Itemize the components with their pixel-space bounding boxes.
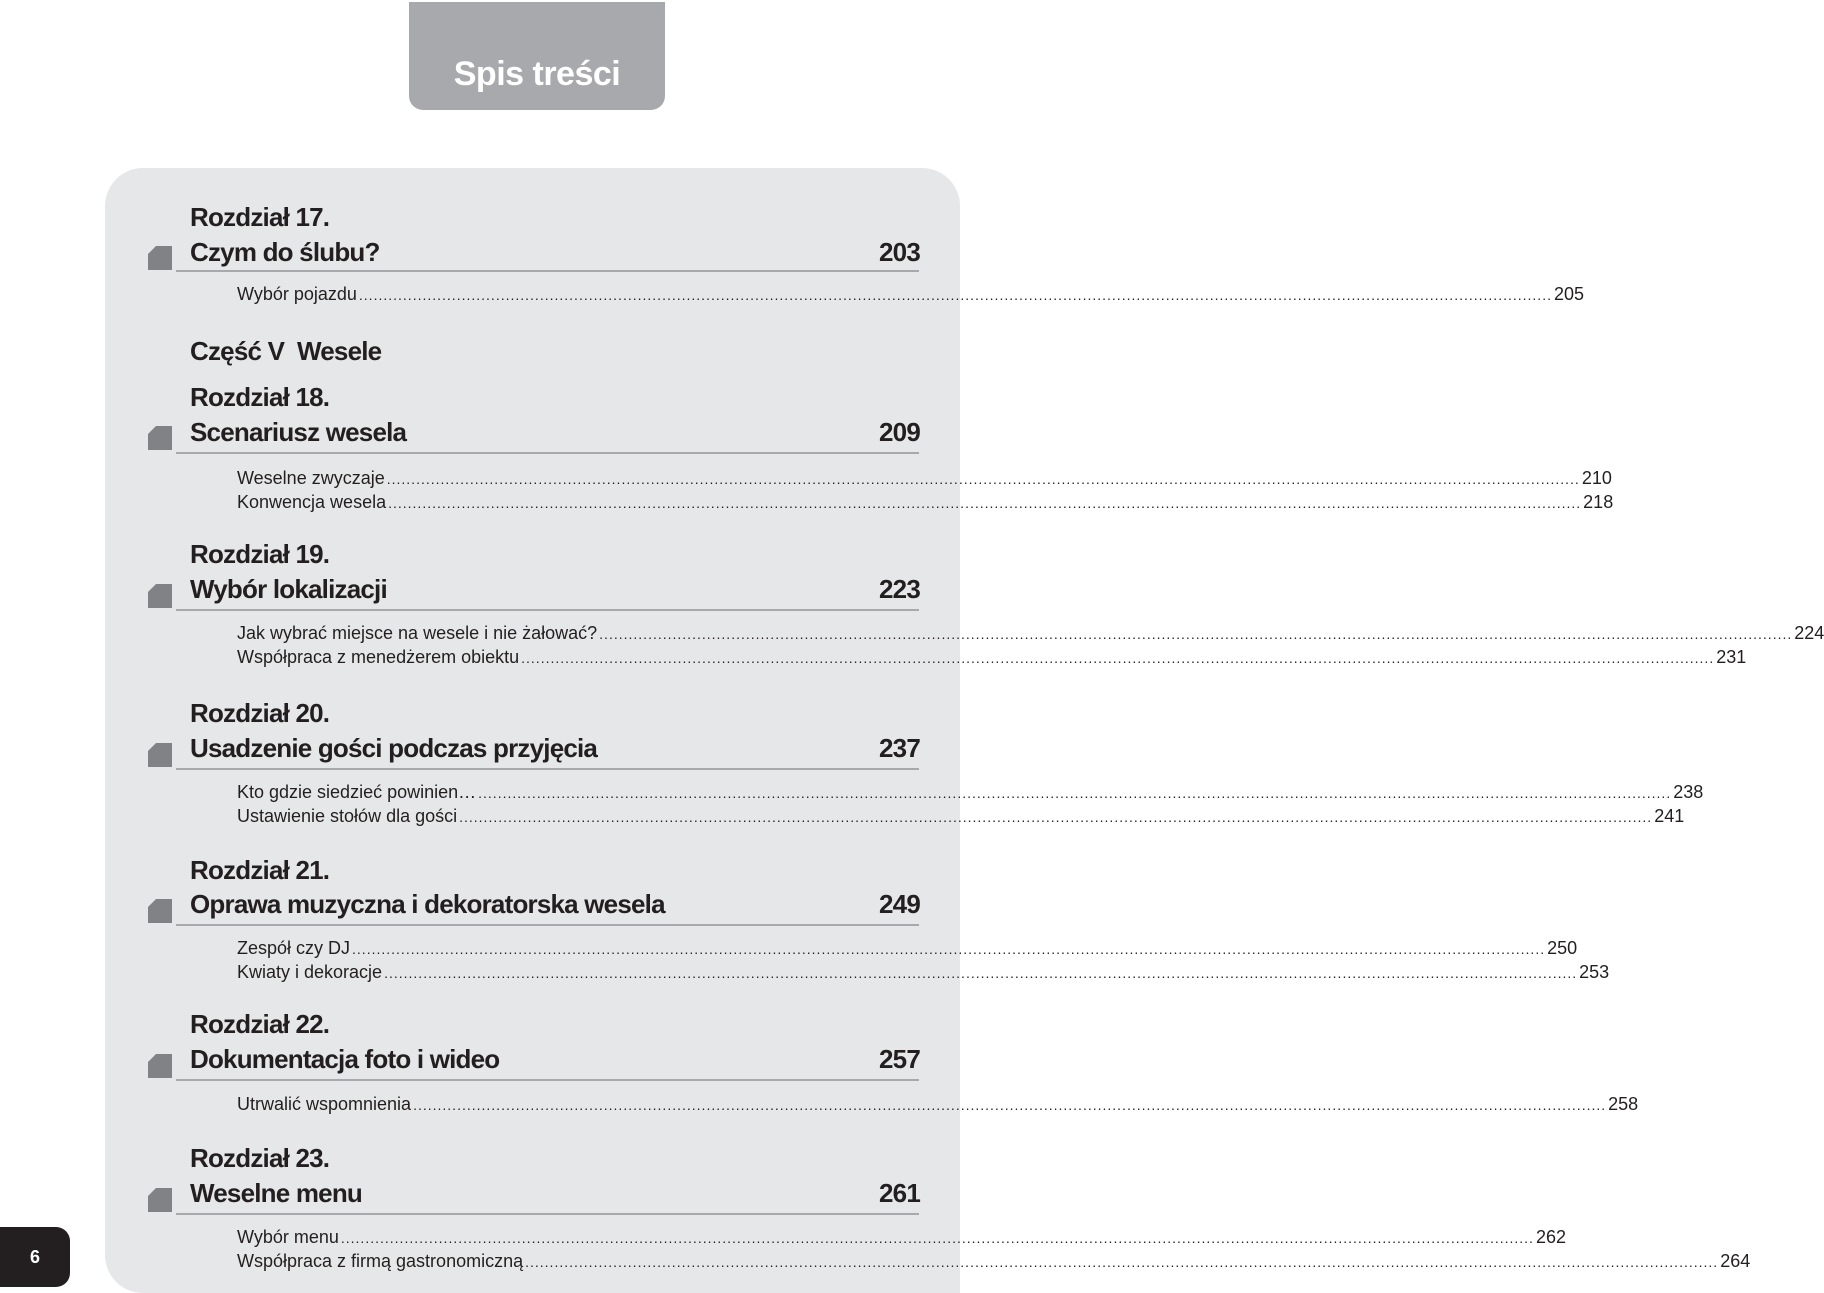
toc-entry-text: Współpraca z firmą gastronomiczną (237, 1251, 524, 1271)
toc-entry-text: Wybór pojazdu (237, 284, 357, 304)
toc-entry-text: Weselne zwyczaje (237, 468, 385, 488)
chapter-label: Rozdział 17. (190, 202, 330, 232)
chapter-page: 249 (879, 889, 920, 919)
toc-entry[interactable] (237, 283, 1585, 306)
chapter-page: 203 (879, 237, 920, 267)
chapter-marker-icon (148, 584, 172, 608)
chapter-marker-icon (148, 426, 172, 450)
toc-entry[interactable] (237, 1093, 1639, 1116)
toc-entry-page: 218 (1583, 492, 1614, 512)
chapter-label: Rozdział 19. (190, 539, 330, 569)
page-number-tab (0, 1227, 70, 1287)
page-number: 6 (29, 1246, 40, 1267)
toc-entry[interactable] (237, 937, 1578, 960)
toc-entry-page: 231 (1716, 647, 1747, 667)
leader-dots: .................................................................................................................................................................................................................................................... (478, 785, 1672, 801)
leader-dots: .................................................................................................................................................................................................................................................... (388, 495, 1582, 511)
chapter-title-row[interactable] (190, 1178, 920, 1208)
chapter-divider (176, 924, 919, 926)
chapter-title: Scenariusz wesela (190, 417, 407, 447)
chapter-title: Usadzenie gości podczas przyjęcia (190, 733, 598, 763)
chapter-title-row[interactable] (190, 237, 920, 267)
toc-entry-page: 264 (1720, 1251, 1751, 1271)
chapter-title: Oprawa muzyczna i dekoratorska wesela (190, 889, 665, 919)
chapter-label: Rozdział 22. (190, 1009, 330, 1039)
chapter-title-row[interactable] (190, 417, 920, 447)
toc-entry-text: Ustawienie stołów dla gości (237, 806, 458, 826)
toc-entry-text: Jak wybrać miejsce na wesele i nie żałować? (237, 623, 598, 643)
part-name: Wesele (296, 336, 382, 366)
toc-entry[interactable] (237, 805, 1685, 828)
part-heading (190, 336, 920, 366)
toc-entry-text: Kto gdzie siedzieć powinien… (237, 782, 477, 802)
chapter-page: 257 (879, 1044, 920, 1074)
toc-entry-page: 238 (1673, 782, 1704, 802)
chapter-title-row[interactable] (190, 574, 920, 604)
leader-dots: .................................................................................................................................................................................................................................................... (358, 287, 1552, 303)
page-title: Spis treści (453, 54, 621, 93)
leader-dots: .................................................................................................................................................................................................................................................... (521, 650, 1715, 666)
toc-entry-page: 258 (1608, 1094, 1639, 1114)
part-label: Część V (190, 336, 285, 366)
chapter-label: Rozdział 23. (190, 1143, 330, 1173)
toc-entry[interactable] (237, 1250, 1751, 1273)
leader-dots: .................................................................................................................................................................................................................................................... (384, 965, 1578, 981)
chapter-divider (176, 270, 919, 272)
toc-entry-page: 210 (1581, 468, 1612, 488)
chapter-divider (176, 768, 919, 770)
chapter-label: Rozdział 20. (190, 698, 330, 728)
toc-entry[interactable] (237, 1226, 1566, 1249)
chapter-title-row[interactable] (190, 1044, 920, 1074)
toc-entry[interactable] (237, 781, 1704, 804)
toc-entry[interactable] (237, 467, 1612, 490)
chapter-page: 209 (879, 417, 920, 447)
toc-entry-page: 253 (1579, 962, 1610, 982)
title-tab (409, 2, 665, 110)
chapter-title: Weselne menu (190, 1178, 362, 1208)
toc-entry-page: 250 (1547, 938, 1578, 958)
toc-entry[interactable] (237, 622, 1824, 645)
toc-entry-page: 205 (1553, 284, 1585, 304)
toc-entry[interactable] (237, 491, 1614, 514)
chapter-page: 261 (879, 1178, 920, 1208)
toc-entry-text: Współpraca z menedżerem obiektu (237, 647, 520, 667)
chapter-marker-icon (148, 743, 172, 767)
chapter-page: 223 (879, 574, 920, 604)
chapter-marker-icon (148, 1188, 172, 1212)
toc-entry[interactable] (237, 961, 1610, 984)
leader-dots: .................................................................................................................................................................................................................................................... (413, 1097, 1607, 1113)
leader-dots: .................................................................................................................................................................................................................................................... (459, 809, 1653, 825)
leader-dots: .................................................................................................................................................................................................................................................... (386, 471, 1580, 487)
chapter-label: Rozdział 21. (190, 855, 330, 885)
leader-dots: .................................................................................................................................................................................................................................................... (599, 626, 1793, 642)
chapter-page: 237 (879, 733, 920, 763)
toc-entry-text: Kwiaty i dekoracje (237, 962, 383, 982)
toc-entry-text: Konwencja wesela (237, 492, 387, 512)
chapter-marker-icon (148, 1054, 172, 1078)
chapter-divider (176, 452, 919, 454)
leader-dots: .................................................................................................................................................................................................................................................... (352, 941, 1546, 957)
toc-entry-text: Zespół czy DJ (237, 938, 351, 958)
leader-dots: .................................................................................................................................................................................................................................................... (525, 1254, 1719, 1270)
chapter-title-row[interactable] (190, 733, 920, 763)
toc-entry[interactable] (237, 646, 1747, 669)
chapter-divider (176, 1079, 919, 1081)
chapter-title: Dokumentacja foto i wideo (190, 1044, 500, 1074)
chapter-title: Wybór lokalizacji (190, 574, 387, 604)
chapter-marker-icon (148, 246, 172, 270)
toc-entry-text: Utrwalić wspomnienia (237, 1094, 412, 1114)
toc-entry-page: 241 (1654, 806, 1685, 826)
chapter-title-row[interactable] (190, 889, 920, 919)
toc-entry-page: 224 (1794, 623, 1824, 643)
leader-dots: .................................................................................................................................................................................................................................................... (340, 1230, 1534, 1246)
chapter-marker-icon (148, 899, 172, 923)
toc-entry-text: Wybór menu (237, 1227, 339, 1247)
chapter-divider (176, 609, 919, 611)
chapter-label: Rozdział 18. (190, 382, 330, 412)
chapter-divider (176, 1213, 919, 1215)
chapter-title: Czym do ślubu? (190, 237, 380, 267)
toc-entry-page: 262 (1535, 1227, 1566, 1247)
